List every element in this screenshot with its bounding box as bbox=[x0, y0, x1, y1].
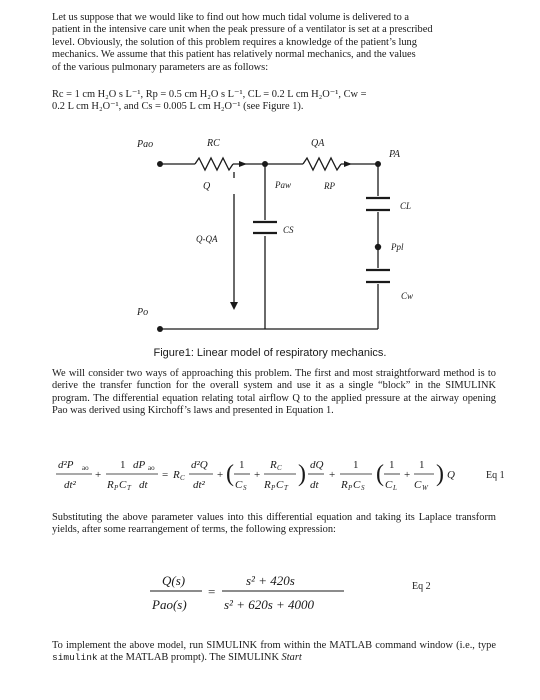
svg-text:C: C bbox=[414, 479, 422, 491]
cl-label: CL bbox=[400, 201, 412, 211]
svg-text:ao: ao bbox=[148, 464, 155, 472]
svg-text:ao: ao bbox=[82, 464, 89, 472]
svg-text:+: + bbox=[95, 469, 102, 481]
ppl-label: Ppl bbox=[391, 242, 404, 252]
pa-label: PA bbox=[389, 149, 400, 160]
q-arrow-head bbox=[239, 161, 247, 167]
parameter-values bbox=[52, 89, 502, 114]
svg-text:(: ( bbox=[226, 461, 234, 487]
rp-label: RP bbox=[324, 181, 335, 191]
substitution-paragraph: Substituting the above parameter values into this differential equation and taking its Laplace transform yields, after some rearrangement of terms, the following expression: bbox=[52, 512, 496, 536]
eq1-label: Eq 1 bbox=[486, 470, 505, 481]
q-minus-qa-label: Q-QA bbox=[196, 234, 218, 244]
intro-line: patient in the intensive care unit when the peak pressure of a ventilator is set at a prescribed bbox=[52, 24, 433, 36]
svg-text:C: C bbox=[353, 479, 361, 491]
svg-text:+: + bbox=[404, 469, 411, 481]
figure-caption: Figure1: Linear model of respiratory mechanics. bbox=[153, 347, 387, 359]
implementation-text: To implement the above model, run SIMULINK from within the MATLAB command window (i.e., type bbox=[52, 640, 496, 651]
paw-node bbox=[262, 161, 268, 167]
svg-text:R: R bbox=[173, 469, 180, 481]
svg-text:1: 1 bbox=[419, 459, 425, 471]
svg-text:R: R bbox=[270, 459, 277, 471]
svg-text:Q: Q bbox=[447, 469, 455, 481]
svg-text:+: + bbox=[254, 469, 261, 481]
ppl-node bbox=[375, 244, 381, 250]
eq2-numerator-right: s² + 420s bbox=[246, 573, 295, 588]
svg-text:C: C bbox=[119, 479, 127, 491]
svg-text:P: P bbox=[271, 484, 276, 492]
svg-text:C: C bbox=[235, 479, 243, 491]
svg-text:): ) bbox=[298, 461, 306, 487]
svg-text:P: P bbox=[114, 484, 119, 492]
method-paragraph: We will consider two ways of approaching this problem. The first and most straightforward method is to derive the transfer function for the overall system and use it as a single “block” in the SIMULINK program. The differential equation relating total airflow Q to the applied pressure at the airway opening Pao was derived using Kirchoff’s laws and presented in Equation 1. bbox=[52, 368, 496, 417]
svg-text:S: S bbox=[361, 484, 365, 492]
svg-text:C: C bbox=[276, 479, 284, 491]
svg-text:W: W bbox=[422, 484, 428, 492]
svg-text:R: R bbox=[341, 479, 348, 491]
cw-label: Cw bbox=[401, 291, 414, 301]
svg-text:C: C bbox=[277, 464, 282, 472]
svg-text:dQ: dQ bbox=[310, 459, 324, 471]
svg-text:=: = bbox=[208, 584, 216, 599]
eq2-label: Eq 2 bbox=[412, 581, 431, 592]
svg-text:dt: dt bbox=[139, 479, 148, 491]
pao-node bbox=[157, 161, 163, 167]
svg-text:dP: dP bbox=[133, 459, 146, 471]
svg-text:d²P: d²P bbox=[58, 459, 74, 471]
intro-line: level. Obviously, the solution of this problem requires a knowledge of the patient’s lung bbox=[52, 36, 417, 48]
svg-text:dt: dt bbox=[310, 479, 319, 491]
eq2-denominator-right: s² + 620s + 4000 bbox=[224, 597, 315, 612]
svg-text:L: L bbox=[393, 484, 397, 492]
equation-2 bbox=[150, 567, 450, 617]
intro-paragraph bbox=[52, 12, 496, 74]
qa-arrow-head bbox=[344, 161, 352, 167]
pa-node bbox=[375, 161, 381, 167]
q-label: Q bbox=[203, 181, 211, 192]
svg-text:1: 1 bbox=[239, 459, 245, 471]
equation-1 bbox=[56, 455, 526, 495]
intro-line: Let us suppose that we would like to find out how much tidal volume is delivered to a bbox=[52, 12, 409, 23]
po-label: Po bbox=[137, 307, 149, 318]
svg-text:1: 1 bbox=[389, 459, 395, 471]
rc-resistor bbox=[195, 158, 233, 170]
intro-line: of the various pulmonary parameters are as follows: bbox=[52, 61, 269, 73]
svg-text:R: R bbox=[107, 479, 114, 491]
eq2-denominator-left: Pao(s) bbox=[152, 597, 187, 612]
svg-text:C: C bbox=[385, 479, 393, 491]
svg-text:(: ( bbox=[376, 461, 384, 487]
rc-label: RC bbox=[207, 138, 220, 149]
paw-label: Paw bbox=[275, 180, 292, 190]
eq2-numerator-left: Q(s) bbox=[162, 573, 186, 588]
svg-text:1: 1 bbox=[353, 459, 359, 471]
simulink-command: simulink bbox=[52, 652, 98, 664]
svg-text:T: T bbox=[284, 484, 288, 492]
parameter-line-2: 0.2 L cm H₂O⁻¹, and Cs = 0.005 L cm H₂O⁻¹ (see Figure 1). bbox=[52, 101, 304, 113]
intro-line: mechanics. We assume that this patient has relatively normal mechanics, and the values bbox=[52, 49, 416, 61]
implementation-text-cont: at the MATLAB prompt). The SIMULINK bbox=[97, 652, 282, 664]
svg-text:): ) bbox=[436, 461, 444, 487]
svg-text:+: + bbox=[329, 469, 336, 481]
respiratory-circuit-diagram bbox=[115, 132, 440, 347]
flow-arrow-head bbox=[230, 302, 238, 310]
svg-text:=: = bbox=[162, 469, 169, 481]
qa-label: QA bbox=[311, 138, 325, 149]
parameter-line-1: Rc = 1 cm H₂O s L⁻¹, Rp = 0.5 cm H₂O s L⁻¹, CL = 0.2 L cm H₂O⁻¹, Cw = bbox=[52, 89, 367, 100]
svg-text:S: S bbox=[243, 484, 247, 492]
start-word: Start bbox=[281, 652, 302, 664]
svg-text:dt²: dt² bbox=[64, 479, 76, 491]
svg-text:1: 1 bbox=[120, 459, 126, 471]
po-node bbox=[157, 326, 163, 332]
cs-label: CS bbox=[283, 225, 294, 235]
svg-text:P: P bbox=[348, 484, 353, 492]
rp-resistor bbox=[303, 158, 341, 170]
svg-text:d²Q: d²Q bbox=[191, 459, 208, 471]
svg-text:+: + bbox=[217, 469, 224, 481]
pao-label: Pao bbox=[137, 139, 154, 150]
svg-text:C: C bbox=[180, 474, 185, 482]
svg-text:T: T bbox=[127, 484, 131, 492]
svg-text:dt²: dt² bbox=[193, 479, 205, 491]
svg-text:R: R bbox=[264, 479, 271, 491]
implementation-paragraph bbox=[52, 640, 496, 665]
